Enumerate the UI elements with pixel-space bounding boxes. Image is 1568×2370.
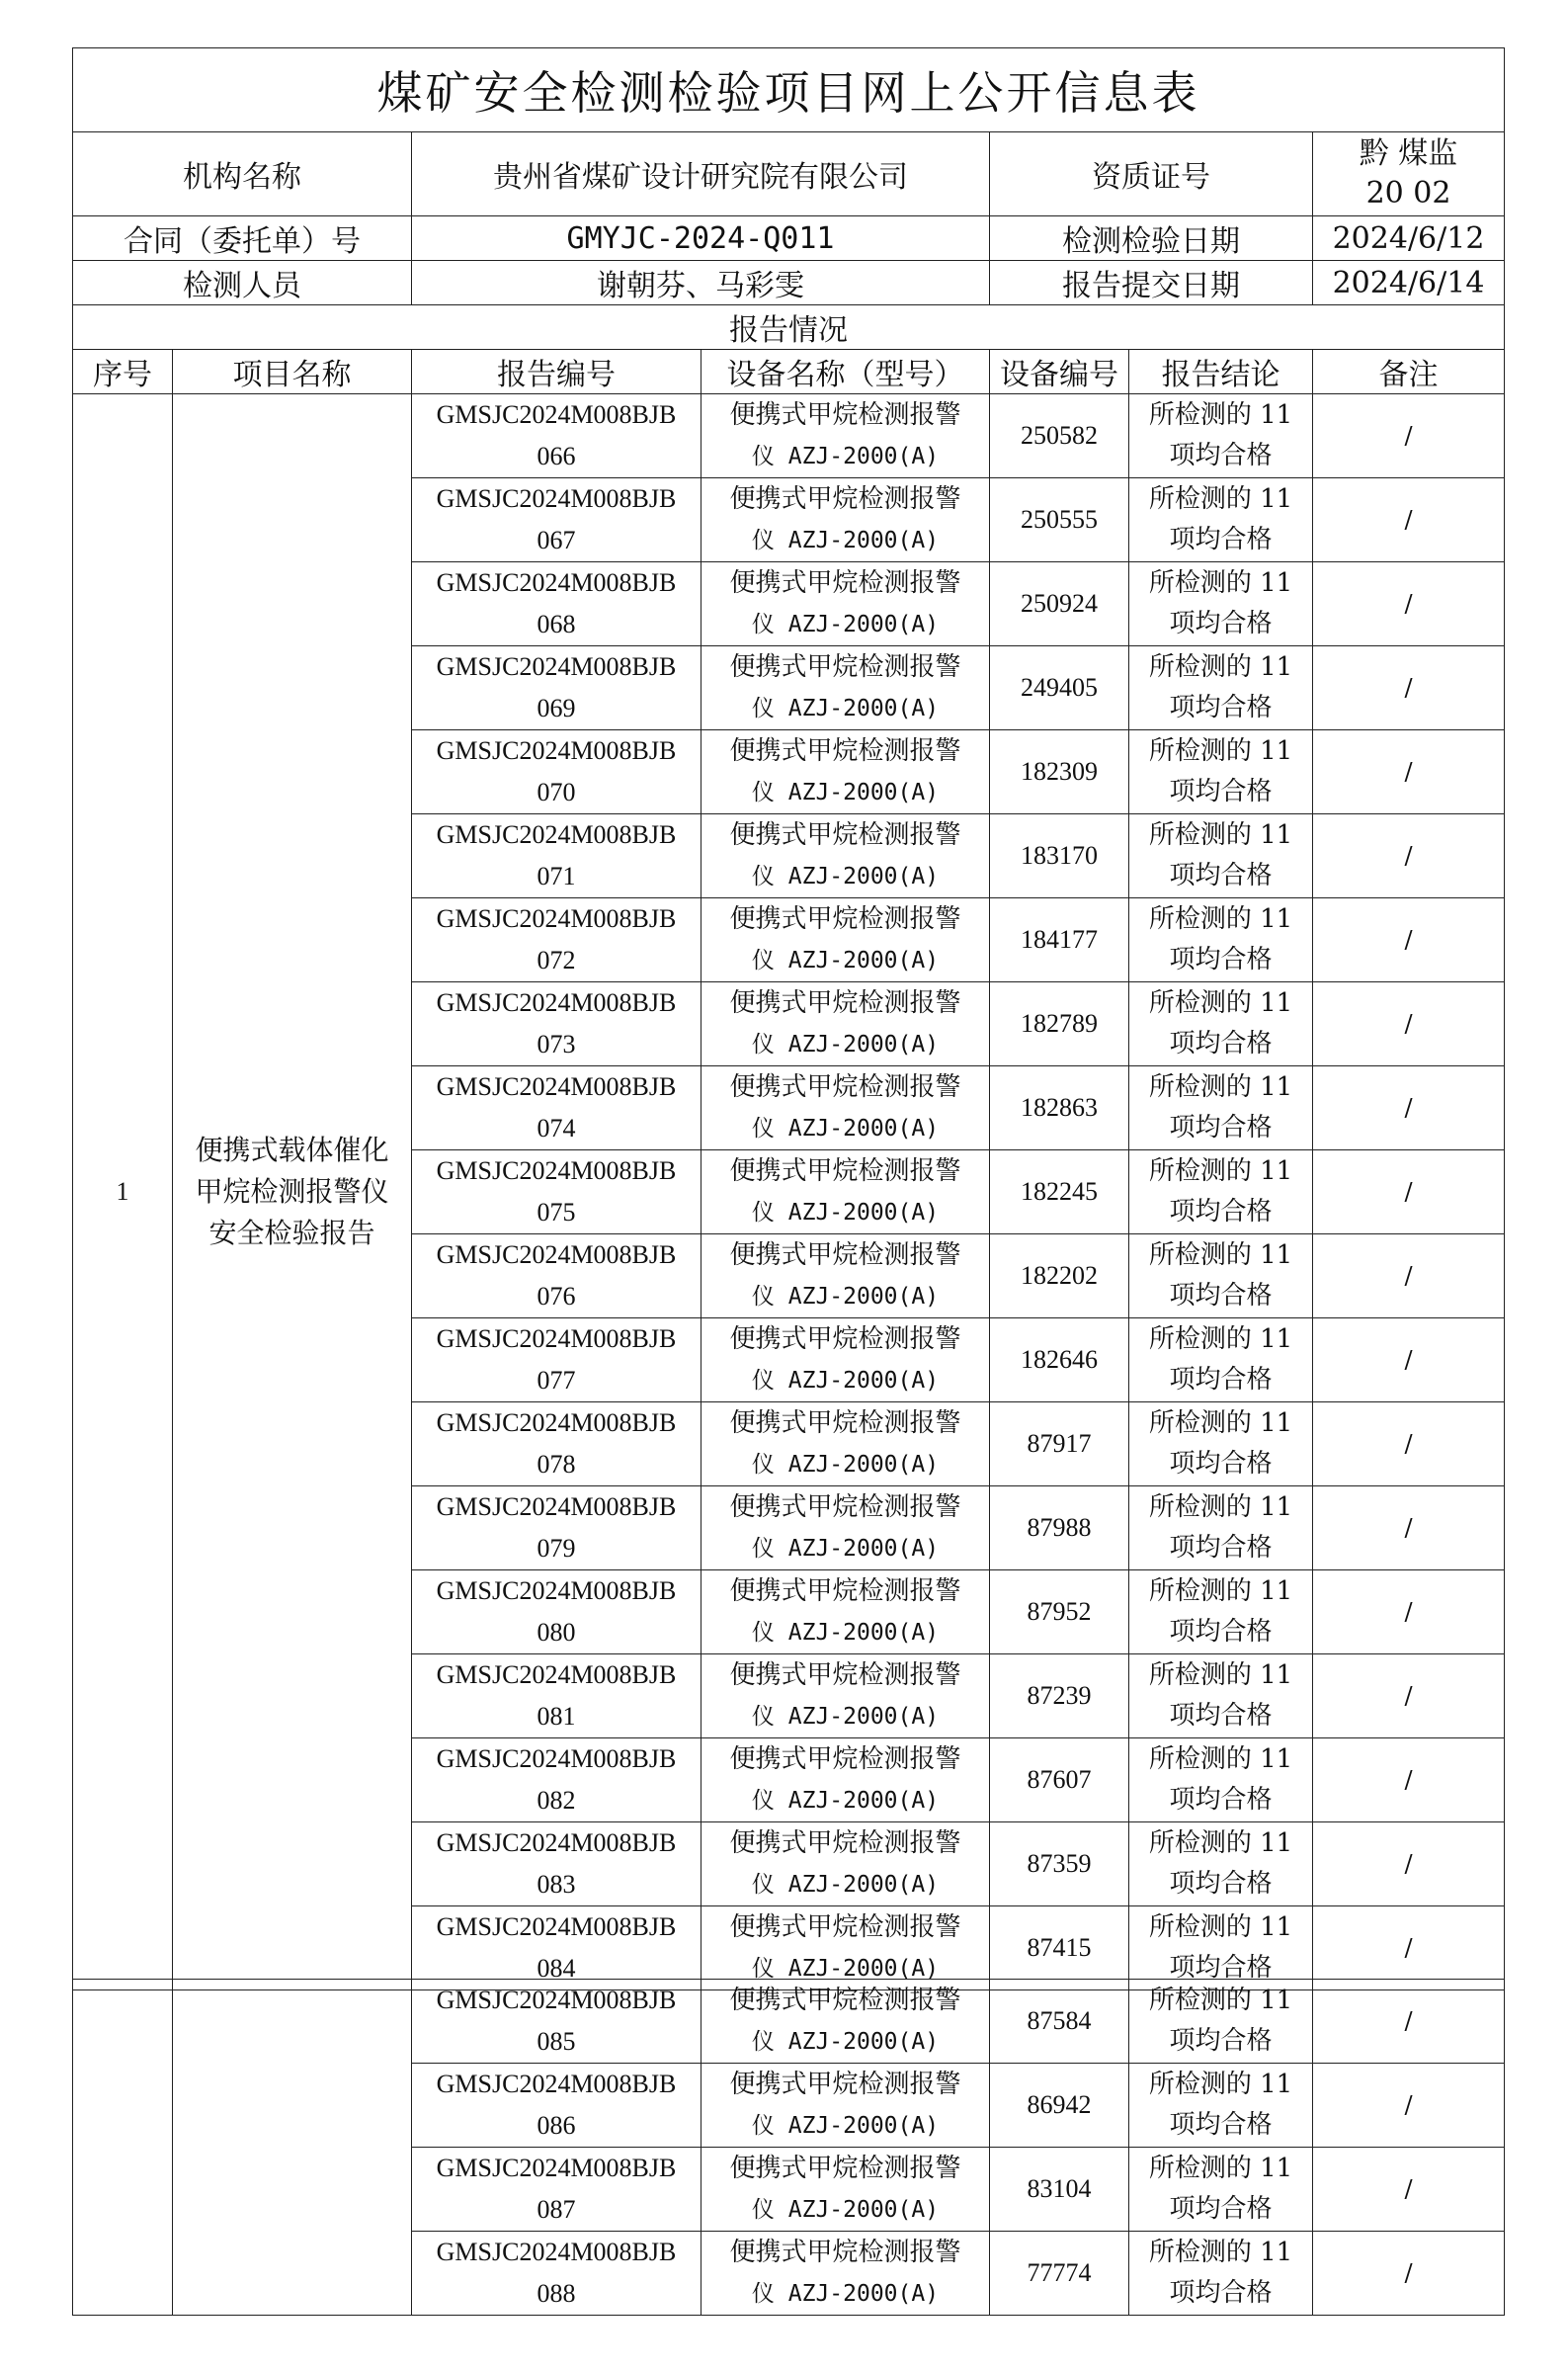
report-no-cell: [412, 2064, 701, 2148]
device-name-cell: [701, 982, 990, 1066]
conclusion-line: 所检测的 11: [1148, 1492, 1293, 1522]
report-suffix: 077: [536, 1366, 576, 1395]
report-prefix: GMSJC2024M008BJB: [436, 1408, 677, 1437]
conclusion-line: 项均合格: [1169, 1113, 1273, 1143]
staff-label: 检测人员: [73, 261, 412, 305]
conclusion-cell: [1129, 1150, 1313, 1234]
report-suffix: 066: [536, 442, 576, 470]
conclusion-cell: [1129, 1486, 1313, 1570]
device-line: 便携式甲烷检测报警: [729, 1240, 961, 1270]
device-model: 仪 AZJ-2000(A): [751, 528, 940, 553]
report-no-cell: [412, 1066, 701, 1150]
conclusion-line: 项均合格: [1169, 1869, 1273, 1899]
conclusion-line: 项均合格: [1169, 1029, 1273, 1058]
test-date-label: 检测检验日期: [990, 216, 1313, 261]
conclusion-line: 项均合格: [1169, 1785, 1273, 1815]
device-no-cell: 182245: [990, 1150, 1129, 1234]
conclusion-cell: [1129, 982, 1313, 1066]
remark-cell: /: [1313, 1654, 1505, 1738]
org-value: 贵州省煤矿设计研究院有限公司: [412, 132, 990, 216]
device-line: 便携式甲烷检测报警: [729, 1660, 961, 1690]
remark-cell: /: [1313, 394, 1505, 478]
conclusion-cell: [1129, 1066, 1313, 1150]
device-name-cell: [701, 730, 990, 814]
conclusion-line: 项均合格: [1169, 1953, 1273, 1983]
seq-cell: 1: [73, 394, 173, 1990]
report-prefix: GMSJC2024M008BJB: [436, 820, 677, 849]
device-name-cell: [701, 2064, 990, 2148]
device-name-cell: [701, 814, 990, 898]
conclusion-line: 所检测的 11: [1148, 736, 1293, 766]
report-no-cell: [412, 2148, 701, 2232]
device-line: 便携式甲烷检测报警: [729, 1492, 961, 1522]
device-name-cell: [701, 2232, 990, 2316]
device-line: 便携式甲烷检测报警: [729, 484, 961, 514]
report-prefix: GMSJC2024M008BJB: [436, 1986, 677, 2014]
conclusion-line: 项均合格: [1169, 441, 1273, 470]
device-no-cell: 87584: [990, 1980, 1129, 2064]
device-line: 便携式甲烷检测报警: [729, 1576, 961, 1606]
conclusion-line: 项均合格: [1169, 1533, 1273, 1563]
device-no-cell: 83104: [990, 2148, 1129, 2232]
conclusion-line: 项均合格: [1169, 1701, 1273, 1731]
report-no-cell: [412, 1738, 701, 1822]
device-name-cell: [701, 1318, 990, 1402]
conclusion-line: 项均合格: [1169, 945, 1273, 974]
device-name-cell: [701, 394, 990, 478]
device-no-cell: 250582: [990, 394, 1129, 478]
report-prefix: GMSJC2024M008BJB: [436, 568, 677, 597]
report-no-cell: [412, 1234, 701, 1318]
device-model: 仪 AZJ-2000(A): [751, 2281, 940, 2307]
table-row: [73, 394, 1505, 478]
report-suffix: 086: [536, 2111, 576, 2140]
report-prefix: GMSJC2024M008BJB: [436, 904, 677, 933]
conclusion-cell: [1129, 1654, 1313, 1738]
report-prefix: GMSJC2024M008BJB: [436, 484, 677, 513]
device-name-cell: [701, 1234, 990, 1318]
report-no-cell: [412, 394, 701, 478]
conclusion-cell: [1129, 394, 1313, 478]
device-model: 仪 AZJ-2000(A): [751, 1200, 940, 1226]
device-name-cell: [701, 1486, 990, 1570]
report-suffix: 080: [536, 1618, 576, 1647]
project-line: 甲烷检测报警仪: [195, 1175, 389, 1208]
device-no-cell: 87952: [990, 1570, 1129, 1654]
device-model: 仪 AZJ-2000(A): [751, 1032, 940, 1058]
report-suffix: 088: [536, 2279, 576, 2308]
device-model: 仪 AZJ-2000(A): [751, 1956, 940, 1982]
device-model: 仪 AZJ-2000(A): [751, 612, 940, 637]
device-model: 仪 AZJ-2000(A): [751, 2197, 940, 2223]
device-line: 便携式甲烷检测报警: [729, 1744, 961, 1774]
conclusion-cell: [1129, 730, 1313, 814]
conclusion-line: 项均合格: [1169, 861, 1273, 890]
remark-cell: /: [1313, 730, 1505, 814]
remark-cell: /: [1313, 562, 1505, 646]
device-no-cell: 87359: [990, 1822, 1129, 1906]
device-model: 仪 AZJ-2000(A): [751, 1536, 940, 1562]
report-prefix: GMSJC2024M008BJB: [436, 2154, 677, 2182]
col-project: 项目名称: [173, 350, 412, 394]
cert-value: [1313, 132, 1505, 216]
report-suffix: 071: [536, 862, 576, 890]
report-suffix: 075: [536, 1198, 576, 1227]
report-prefix: GMSJC2024M008BJB: [436, 1744, 677, 1773]
contract-value: GMYJC-2024-Q011: [412, 216, 990, 261]
report-prefix: GMSJC2024M008BJB: [436, 1576, 677, 1605]
conclusion-line: 所检测的 11: [1148, 1744, 1293, 1774]
device-no-cell: 182863: [990, 1066, 1129, 1150]
col-conclusion: 报告结论: [1129, 350, 1313, 394]
device-line: 便携式甲烷检测报警: [729, 2238, 961, 2267]
device-no-cell: 86942: [990, 2064, 1129, 2148]
col-device-no: 设备编号: [990, 350, 1129, 394]
report-suffix: 081: [536, 1702, 576, 1731]
remark-cell: /: [1313, 2148, 1505, 2232]
conclusion-cell: [1129, 1318, 1313, 1402]
conclusion-line: 所检测的 11: [1148, 1912, 1293, 1942]
device-model: 仪 AZJ-2000(A): [751, 1788, 940, 1814]
report-prefix: GMSJC2024M008BJB: [436, 1660, 677, 1689]
conclusion-line: 所检测的 11: [1148, 2238, 1293, 2267]
device-name-cell: [701, 2148, 990, 2232]
device-model: 仪 AZJ-2000(A): [751, 864, 940, 889]
page-title: 煤矿安全检测检验项目网上公开信息表: [73, 48, 1505, 132]
conclusion-line: 项均合格: [1169, 1617, 1273, 1647]
device-model: 仪 AZJ-2000(A): [751, 1116, 940, 1142]
report-prefix: GMSJC2024M008BJB: [436, 1912, 677, 1941]
report-no-cell: [412, 562, 701, 646]
conclusion-line: 所检测的 11: [1148, 820, 1293, 850]
device-no-cell: 183170: [990, 814, 1129, 898]
remark-cell: /: [1313, 1150, 1505, 1234]
project-name-cell: [173, 1980, 412, 2316]
org-label: 机构名称: [73, 132, 412, 216]
conclusion-line: 所检测的 11: [1148, 1324, 1293, 1354]
cert-line2: 20 02: [1365, 176, 1451, 211]
device-no-cell: 87239: [990, 1654, 1129, 1738]
remark-cell: /: [1313, 1234, 1505, 1318]
remark-cell: /: [1313, 1318, 1505, 1402]
device-model: 仪 AZJ-2000(A): [751, 1704, 940, 1730]
device-no-cell: 87415: [990, 1906, 1129, 1990]
report-suffix: 084: [536, 1954, 576, 1983]
report-suffix: 069: [536, 694, 576, 722]
section-title: 报告情况: [73, 305, 1505, 350]
device-no-cell: 182309: [990, 730, 1129, 814]
conclusion-line: 项均合格: [1169, 777, 1273, 806]
remark-cell: /: [1313, 1906, 1505, 1990]
report-suffix: 076: [536, 1282, 576, 1311]
conclusion-line: 项均合格: [1169, 609, 1273, 638]
conclusion-cell: [1129, 1980, 1313, 2064]
device-model: 仪 AZJ-2000(A): [751, 1284, 940, 1310]
remark-cell: /: [1313, 1980, 1505, 2064]
conclusion-line: 所检测的 11: [1148, 1986, 1293, 2015]
conclusion-line: 项均合格: [1169, 2194, 1273, 2224]
remark-cell: /: [1313, 814, 1505, 898]
cert-label: 资质证号: [990, 132, 1313, 216]
device-model: 仪 AZJ-2000(A): [751, 444, 940, 469]
col-seq: 序号: [73, 350, 173, 394]
submit-date-label: 报告提交日期: [990, 261, 1313, 305]
report-suffix: 073: [536, 1030, 576, 1058]
report-no-cell: [412, 814, 701, 898]
device-model: 仪 AZJ-2000(A): [751, 2113, 940, 2139]
test-date-value: 2024/6/12: [1313, 216, 1505, 261]
conclusion-line: 所检测的 11: [1148, 652, 1293, 682]
report-suffix: 067: [536, 526, 576, 554]
conclusion-line: 所检测的 11: [1148, 484, 1293, 514]
report-no-cell: [412, 1654, 701, 1738]
conclusion-line: 项均合格: [1169, 525, 1273, 554]
table-row: [73, 1980, 1505, 2064]
report-suffix: 082: [536, 1786, 576, 1815]
conclusion-line: 所检测的 11: [1148, 568, 1293, 598]
project-line: 便携式载体催化: [195, 1134, 389, 1166]
device-line: 便携式甲烷检测报警: [729, 988, 961, 1018]
report-suffix: 078: [536, 1450, 576, 1479]
device-line: 便携式甲烷检测报警: [729, 736, 961, 766]
device-no-cell: 250555: [990, 478, 1129, 562]
conclusion-cell: [1129, 2064, 1313, 2148]
conclusion-cell: [1129, 1822, 1313, 1906]
device-model: 仪 AZJ-2000(A): [751, 1620, 940, 1646]
col-remark: 备注: [1313, 350, 1505, 394]
conclusion-line: 项均合格: [1169, 693, 1273, 722]
report-no-cell: [412, 1486, 701, 1570]
device-line: 便携式甲烷检测报警: [729, 1828, 961, 1858]
report-no-cell: [412, 1318, 701, 1402]
remark-cell: /: [1313, 1570, 1505, 1654]
report-suffix: 074: [536, 1114, 576, 1143]
report-suffix: 068: [536, 610, 576, 638]
seq-cell: [73, 1980, 173, 2316]
device-name-cell: [701, 1150, 990, 1234]
device-no-cell: 87988: [990, 1486, 1129, 1570]
remark-cell: /: [1313, 1738, 1505, 1822]
conclusion-line: 项均合格: [1169, 1449, 1273, 1479]
conclusion-cell: [1129, 478, 1313, 562]
report-no-cell: [412, 2232, 701, 2316]
report-suffix: 087: [536, 2195, 576, 2224]
col-device-name: 设备名称（型号）: [701, 350, 990, 394]
report-suffix: 085: [536, 2027, 576, 2056]
device-name-cell: [701, 562, 990, 646]
report-no-cell: [412, 898, 701, 982]
device-name-cell: [701, 1402, 990, 1486]
report-no-cell: [412, 478, 701, 562]
conclusion-cell: [1129, 814, 1313, 898]
device-name-cell: [701, 1906, 990, 1990]
conclusion-line: 所检测的 11: [1148, 1660, 1293, 1690]
staff-value: 谢朝芬、马彩雯: [412, 261, 990, 305]
conclusion-line: 所检测的 11: [1148, 2070, 1293, 2099]
info-table: [72, 47, 1505, 1990]
report-prefix: GMSJC2024M008BJB: [436, 1072, 677, 1101]
conclusion-line: 所检测的 11: [1148, 2154, 1293, 2183]
conclusion-line: 所检测的 11: [1148, 1828, 1293, 1858]
device-name-cell: [701, 1822, 990, 1906]
device-line: 便携式甲烷检测报警: [729, 820, 961, 850]
device-model: 仪 AZJ-2000(A): [751, 780, 940, 805]
device-name-cell: [701, 646, 990, 730]
device-no-cell: 250924: [990, 562, 1129, 646]
device-name-cell: [701, 898, 990, 982]
col-report-no: 报告编号: [412, 350, 701, 394]
remark-cell: /: [1313, 1402, 1505, 1486]
conclusion-line: 所检测的 11: [1148, 904, 1293, 934]
report-prefix: GMSJC2024M008BJB: [436, 2238, 677, 2266]
conclusion-cell: [1129, 1906, 1313, 1990]
report-prefix: GMSJC2024M008BJB: [436, 400, 677, 429]
conclusion-line: 项均合格: [1169, 1197, 1273, 1227]
conclusion-line: 项均合格: [1169, 1281, 1273, 1311]
remark-cell: /: [1313, 2064, 1505, 2148]
conclusion-line: 所检测的 11: [1148, 1072, 1293, 1102]
conclusion-cell: [1129, 1738, 1313, 1822]
contract-label: 合同（委托单）号: [73, 216, 412, 261]
device-name-cell: [701, 1738, 990, 1822]
device-line: 便携式甲烷检测报警: [729, 2070, 961, 2099]
conclusion-line: 所检测的 11: [1148, 400, 1293, 430]
report-prefix: GMSJC2024M008BJB: [436, 1324, 677, 1353]
device-no-cell: 182789: [990, 982, 1129, 1066]
conclusion-line: 所检测的 11: [1148, 1240, 1293, 1270]
report-prefix: GMSJC2024M008BJB: [436, 1492, 677, 1521]
conclusion-cell: [1129, 1234, 1313, 1318]
cert-line1: 黔 煤监: [1359, 136, 1458, 171]
report-no-cell: [412, 730, 701, 814]
device-model: 仪 AZJ-2000(A): [751, 2029, 940, 2055]
device-line: 便携式甲烷检测报警: [729, 1072, 961, 1102]
conclusion-line: 项均合格: [1169, 2278, 1273, 2308]
device-line: 便携式甲烷检测报警: [729, 1986, 961, 2015]
device-no-cell: 182646: [990, 1318, 1129, 1402]
remark-cell: /: [1313, 1486, 1505, 1570]
conclusion-cell: [1129, 646, 1313, 730]
report-prefix: GMSJC2024M008BJB: [436, 652, 677, 681]
device-model: 仪 AZJ-2000(A): [751, 696, 940, 721]
conclusion-cell: [1129, 1570, 1313, 1654]
device-name-cell: [701, 1980, 990, 2064]
device-line: 便携式甲烷检测报警: [729, 1324, 961, 1354]
device-no-cell: 184177: [990, 898, 1129, 982]
device-no-cell: 249405: [990, 646, 1129, 730]
remark-cell: /: [1313, 2232, 1505, 2316]
report-prefix: GMSJC2024M008BJB: [436, 1240, 677, 1269]
submit-date-value: 2024/6/14: [1313, 261, 1505, 305]
conclusion-cell: [1129, 2232, 1313, 2316]
device-name-cell: [701, 478, 990, 562]
device-model: 仪 AZJ-2000(A): [751, 1452, 940, 1478]
remark-cell: /: [1313, 478, 1505, 562]
info-table-continued: [72, 1979, 1505, 2316]
conclusion-cell: [1129, 1402, 1313, 1486]
remark-cell: /: [1313, 898, 1505, 982]
conclusion-line: 项均合格: [1169, 2110, 1273, 2140]
conclusion-line: 所检测的 11: [1148, 1156, 1293, 1186]
conclusion-cell: [1129, 2148, 1313, 2232]
column-header-row: [73, 350, 1505, 394]
device-model: 仪 AZJ-2000(A): [751, 948, 940, 973]
report-suffix: 083: [536, 1870, 576, 1899]
report-suffix: 079: [536, 1534, 576, 1563]
remark-cell: /: [1313, 1822, 1505, 1906]
conclusion-line: 所检测的 11: [1148, 1408, 1293, 1438]
device-model: 仪 AZJ-2000(A): [751, 1872, 940, 1898]
report-prefix: GMSJC2024M008BJB: [436, 1156, 677, 1185]
device-name-cell: [701, 1654, 990, 1738]
device-line: 便携式甲烷检测报警: [729, 1156, 961, 1186]
device-line: 便携式甲烷检测报警: [729, 1912, 961, 1942]
device-no-cell: 87917: [990, 1402, 1129, 1486]
device-line: 便携式甲烷检测报警: [729, 1408, 961, 1438]
report-prefix: GMSJC2024M008BJB: [436, 988, 677, 1017]
device-no-cell: 87607: [990, 1738, 1129, 1822]
device-line: 便携式甲烷检测报警: [729, 904, 961, 934]
report-no-cell: [412, 1980, 701, 2064]
report-prefix: GMSJC2024M008BJB: [436, 1828, 677, 1857]
report-prefix: GMSJC2024M008BJB: [436, 736, 677, 765]
report-suffix: 070: [536, 778, 576, 806]
conclusion-line: 所检测的 11: [1148, 988, 1293, 1018]
remark-cell: /: [1313, 646, 1505, 730]
report-no-cell: [412, 1570, 701, 1654]
device-line: 便携式甲烷检测报警: [729, 652, 961, 682]
conclusion-line: 项均合格: [1169, 1365, 1273, 1395]
report-no-cell: [412, 646, 701, 730]
report-no-cell: [412, 1402, 701, 1486]
conclusion-line: 项均合格: [1169, 2026, 1273, 2056]
remark-cell: /: [1313, 982, 1505, 1066]
device-line: 便携式甲烷检测报警: [729, 2154, 961, 2183]
conclusion-cell: [1129, 562, 1313, 646]
report-no-cell: [412, 1822, 701, 1906]
report-no-cell: [412, 982, 701, 1066]
report-no-cell: [412, 1150, 701, 1234]
project-line: 安全检验报告: [208, 1217, 375, 1249]
device-model: 仪 AZJ-2000(A): [751, 1368, 940, 1394]
device-line: 便携式甲烷检测报警: [729, 568, 961, 598]
device-name-cell: [701, 1570, 990, 1654]
project-name-cell: [173, 394, 412, 1990]
remark-cell: /: [1313, 1066, 1505, 1150]
report-prefix: GMSJC2024M008BJB: [436, 2070, 677, 2098]
conclusion-line: 所检测的 11: [1148, 1576, 1293, 1606]
device-no-cell: 77774: [990, 2232, 1129, 2316]
device-line: 便携式甲烷检测报警: [729, 400, 961, 430]
report-suffix: 072: [536, 946, 576, 974]
report-no-cell: [412, 1906, 701, 1990]
device-name-cell: [701, 1066, 990, 1150]
conclusion-cell: [1129, 898, 1313, 982]
device-no-cell: 182202: [990, 1234, 1129, 1318]
